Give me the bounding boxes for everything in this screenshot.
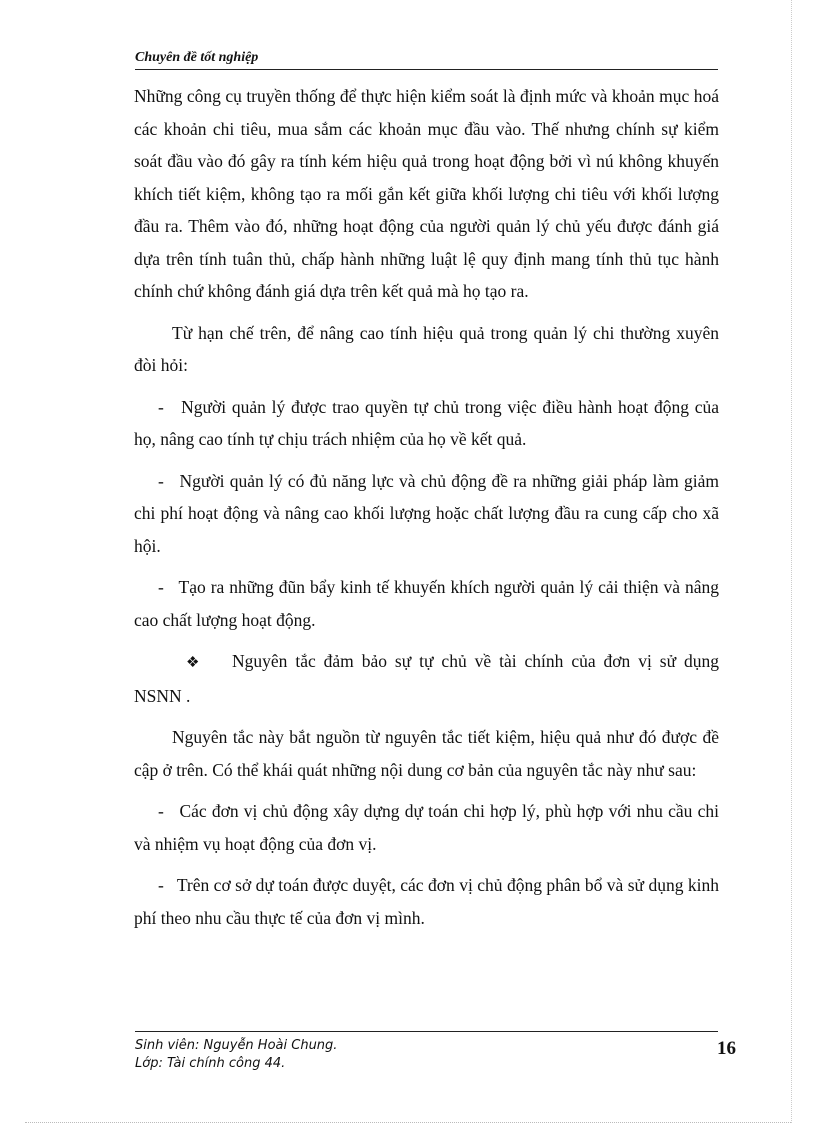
- dash-mark: -: [158, 470, 164, 491]
- dash-mark: -: [158, 396, 164, 417]
- page-number: 16: [717, 1038, 736, 1059]
- paragraph-1: Những công cụ truyền thống để thực hiện kiểm soát là định mức và khoản mục hoá các khoản chi tiêu, mua sắm các khoản mục đầu vào. Thế nhưng chính sự kiểm soát đầu vào đó gây ra tính kém hiệu quả trong hoạt động bởi vì nú không khuyến khích tiết kiệm, không tạo ra mối gắn kết giữa khối lượng chi tiêu với khối lượng đầu ra. Thêm vào đó, những hoạt động của người quản lý chủ yếu được đánh giá dựa trên tính tuân thủ, chấp hành những luật lệ quy định mang tính thủ tục hành chính chứ không đánh giá dựa trên kết quả mà họ tạo ra.: [134, 86, 719, 301]
- diamond-bullet-icon: ❖: [186, 655, 200, 671]
- dash-item-5-text: Trên cơ sở dự toán được duyệt, các đơn vị chủ động phân bổ và sử dụng kinh phí theo nhu cầu thực tế của đơn vị mình.: [134, 875, 719, 928]
- footer-class: Lớp: Tài chính công 44.: [135, 1056, 286, 1071]
- dash-item-5: [134, 869, 719, 934]
- dash-mark: -: [158, 801, 164, 821]
- dash-item-1-text: Người quản lý được trao quyền tự chủ trong việc điều hành hoạt động của họ, nâng cao tính tự chịu trách nhiệm của họ về kết quả.: [134, 396, 719, 449]
- footer-info: [135, 1037, 337, 1073]
- dash-item-2: [134, 465, 719, 563]
- document-body: [134, 80, 719, 943]
- dash-item-1: [134, 391, 719, 456]
- dash-item-4: [134, 795, 719, 860]
- dash-item-3-text: Tạo ra những đũn bẩy kinh tế khuyến khích người quản lý cải thiện và nâng cao chất lượng hoạt động.: [134, 577, 719, 630]
- page-header: Chuyên đề tốt nghiệp: [135, 50, 718, 70]
- dash-mark: -: [158, 577, 164, 597]
- dash-mark: -: [158, 875, 164, 895]
- footer-divider: [135, 1031, 718, 1032]
- dash-item-4-text: Các đơn vị chủ động xây dựng dự toán chi hợp lý, phù hợp với nhu cầu chi và nhiệm vụ hoạt động của đơn vị.: [134, 801, 719, 854]
- paragraph-3: Nguyên tắc này bắt nguồn từ nguyên tắc tiết kiệm, hiệu quả như đó được đề cập ở trên. Có thể khái quát những nội dung cơ bản của nguyên tắc này như sau:: [134, 727, 719, 780]
- footer-student: Sinh viên: Nguyễn Hoài Chung.: [135, 1038, 338, 1053]
- principle-heading: [134, 645, 719, 712]
- page-right-edge: [791, 0, 792, 1123]
- dash-item-2-text: Người quản lý có đủ năng lực và chủ động đề ra những giải pháp làm giảm chi phí hoạt động và nâng cao khối lượng hoặc chất lượng đầu ra cung cấp cho xã hội.: [134, 470, 719, 556]
- principle-heading-text: Nguyên tắc đảm bảo sự tự chủ về tài chính của đơn vị sử dụng NSNN .: [134, 651, 719, 706]
- dash-item-3: [134, 571, 719, 636]
- paragraph-2: Từ hạn chế trên, để nâng cao tính hiệu quả trong quản lý chi thường xuyên đòi hỏi:: [134, 322, 719, 375]
